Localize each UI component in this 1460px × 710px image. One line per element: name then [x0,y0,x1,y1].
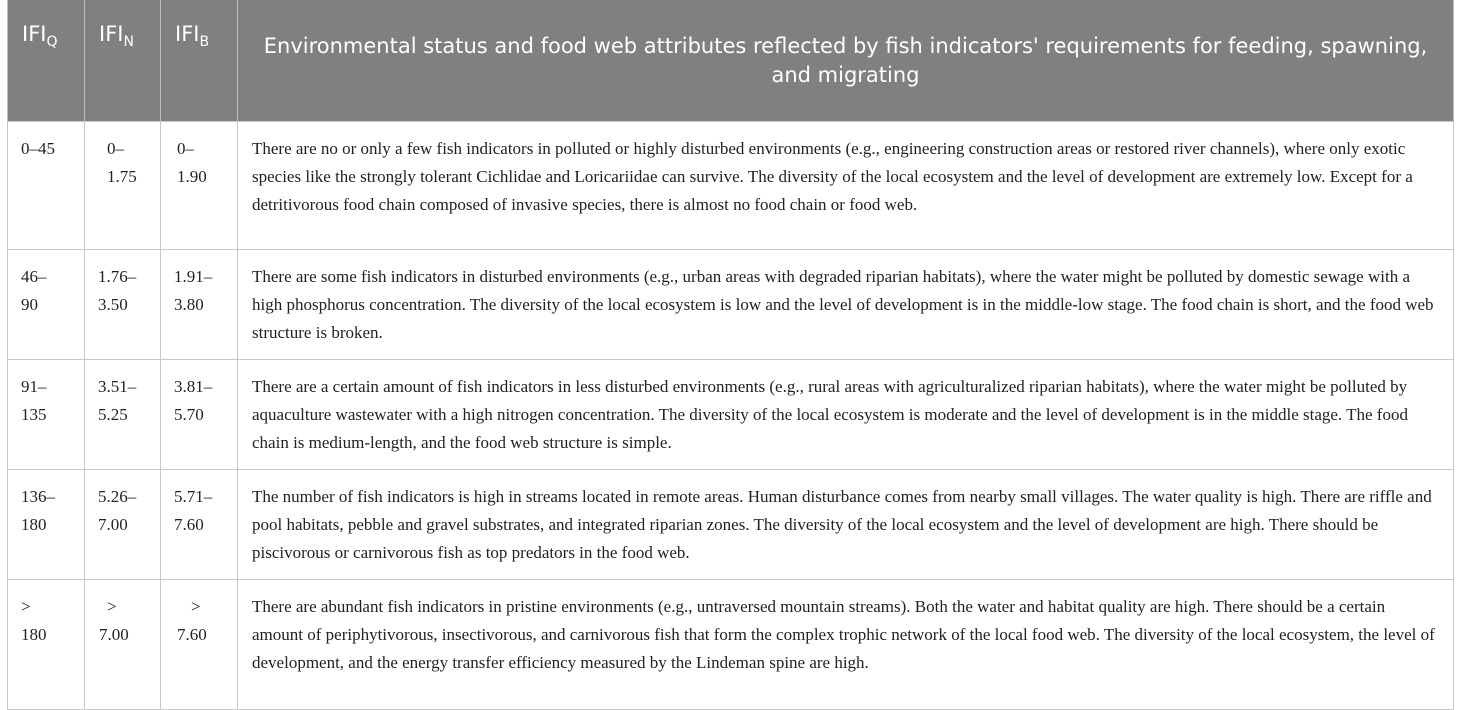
cell-ifi-q-line: 180 [21,515,47,534]
cell-ifi-n-line: 0– [107,139,124,158]
table-row [8,580,1454,710]
cell-ifi-b [161,122,238,250]
header-ifi-b-sub: B [199,34,210,50]
cell-ifi-b-line: 1.90 [177,167,207,186]
cell-ifi-n-line: 7.00 [98,515,128,534]
cell-ifi-n-line: 7.00 [99,625,129,644]
header-description: Environmental status and food web attributes reflected by fish indicators' requirements for feeding, spawning, and migrating [238,0,1454,122]
cell-ifi-b [161,250,238,360]
header-ifi-q [8,0,85,122]
cell-ifi-b-line: 0– [177,139,194,158]
cell-ifi-q [8,360,85,470]
cell-ifi-b-line: 7.60 [177,625,207,644]
table-row [8,250,1454,360]
header-ifi-b-base: IFI [175,22,200,46]
cell-ifi-q-line: 136– [21,487,55,506]
cell-ifi-b-line: 3.81– [174,377,213,396]
cell-description: There are abundant fish indicators in pristine environments (e.g., untraversed mountain streams). Both the water and habitat quality are high. There should be a certain amount of periphytivorous, insectivorous, and carnivorous fish that form the complex trophic network of the local food web. The diversity of the local ecosystem, the level of development, and the energy transfer efficiency measured by the Lindeman spine are high. [238,580,1454,710]
header-ifi-n-sub: N [123,34,134,50]
cell-ifi-n [85,470,161,580]
cell-ifi-n-line: 5.26– [98,487,137,506]
header-ifi-n [85,0,161,122]
cell-ifi-q-line: 180 [21,625,47,644]
cell-ifi-q [8,250,85,360]
cell-ifi-b-line: 5.70 [174,405,204,424]
cell-ifi-q [8,580,85,710]
cell-ifi-b [161,470,238,580]
cell-ifi-n-line: 5.25 [98,405,128,424]
cell-ifi-q-line: 46– [21,267,47,286]
cell-ifi-b-line: 1.91– [174,267,213,286]
table-body [8,122,1454,710]
cell-description: There are some fish indicators in disturbed environments (e.g., urban areas with degraded riparian habitats), where the water might be polluted by domestic sewage with a high phosphorus concentration. The diversity of the local ecosystem is low and the level of development is in the middle-low stage. The food chain is short, and the food web structure is broken. [238,250,1454,360]
cell-ifi-n-line: > [107,597,117,616]
cell-ifi-b [161,580,238,710]
table-row [8,470,1454,580]
cell-ifi-n [85,122,161,250]
cell-ifi-q [8,470,85,580]
header-row [8,0,1454,122]
cell-ifi-b-line: 7.60 [174,515,204,534]
header-ifi-q-base: IFI [22,22,47,46]
cell-ifi-n-line: 3.51– [98,377,137,396]
cell-ifi-b-line: 3.80 [174,295,204,314]
cell-ifi-q-line: > [21,597,31,616]
cell-ifi-q-line: 91– [21,377,47,396]
cell-ifi-b-line: > [191,597,201,616]
cell-ifi-q-line: 135 [21,405,47,424]
cell-description: There are no or only a few fish indicators in polluted or highly disturbed environments (e.g., engineering construction areas or restored river channels), where only exotic species like the strongly tolerant Cichlidae and Loricariidae can survive. The diversity of the local ecosystem and the level of development are extremely low. Except for a detritivorous food chain composed of invasive species, there is almost no food chain or food web. [238,122,1454,250]
cell-ifi-q [8,122,85,250]
cell-ifi-n-line: 1.76– [98,267,137,286]
cell-description: The number of fish indicators is high in streams located in remote areas. Human disturbance comes from nearby small villages. The water quality is high. There are riffle and pool habitats, pebble and gravel substrates, and integrated riparian zones. The diversity of the local ecosystem and the level of development are high. There should be piscivorous or carnivorous fish as top predators in the food web. [238,470,1454,580]
cell-ifi-q-line: 0–45 [21,139,55,158]
table-header [8,0,1454,122]
cell-ifi-n-line: 1.75 [107,167,137,186]
ifi-classification-table [7,0,1454,710]
cell-description: There are a certain amount of fish indicators in less disturbed environments (e.g., rural areas with agriculturalized riparian habitats), where the water might be polluted by aquaculture wastewater with a high nitrogen concentration. The diversity of the local ecosystem is moderate and the level of development is in the middle stage. The food chain is medium-length, and the food web structure is simple. [238,360,1454,470]
cell-ifi-n [85,250,161,360]
table-row [8,122,1454,250]
cell-ifi-b [161,360,238,470]
cell-ifi-q-line: 90 [21,295,38,314]
table-row [8,360,1454,470]
cell-ifi-n [85,580,161,710]
cell-ifi-n [85,360,161,470]
header-ifi-b [161,0,238,122]
header-ifi-q-sub: Q [46,34,58,50]
cell-ifi-b-line: 5.71– [174,487,213,506]
cell-ifi-n-line: 3.50 [98,295,128,314]
header-ifi-n-base: IFI [99,22,124,46]
